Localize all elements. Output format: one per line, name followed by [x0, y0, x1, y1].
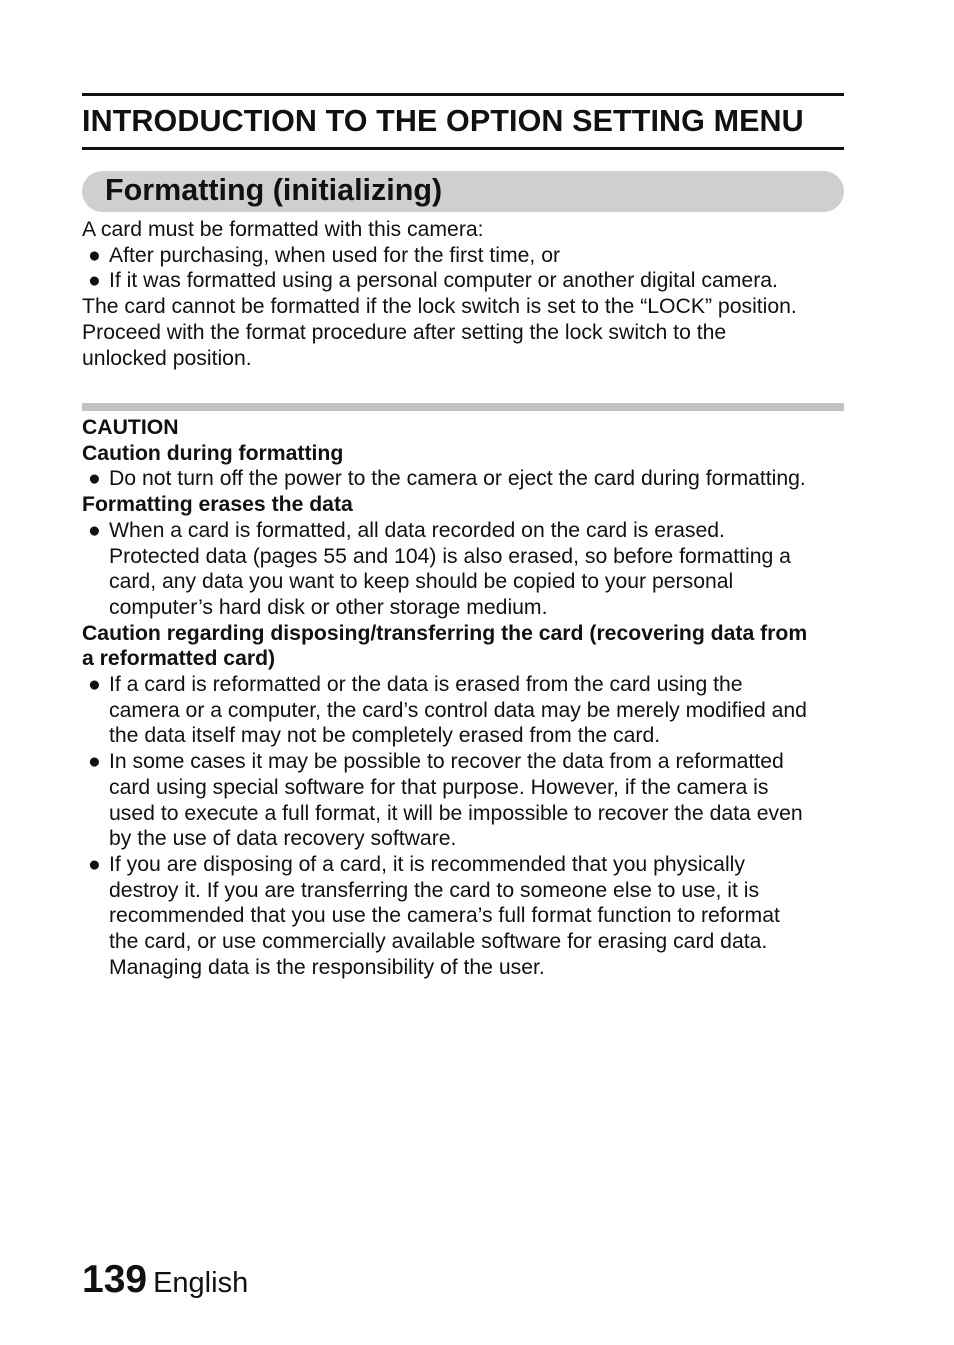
- caution-bullet: [82, 749, 852, 852]
- bullet-text: If you are disposing of a card, it is recommended that you physically destroy it. If you are transferring the card to someone else to use, it is recommended that you use the camera’s full format function to reformat the card, or use commercially available software for erasing card data. Managing data is the responsibility of the user.: [109, 852, 780, 979]
- caution-section: [82, 415, 852, 980]
- caution-subheading: Formatting erases the data: [82, 493, 353, 517]
- bullet-icon: ●: [88, 269, 101, 293]
- intro-line: A card must be formatted with this camera:: [82, 218, 484, 241]
- bullet-icon: ●: [88, 852, 101, 876]
- intro-paragraph-line: unlocked position.: [82, 346, 252, 370]
- caution-bullet: [82, 852, 852, 981]
- page-footer: [82, 1258, 248, 1302]
- caution-subheading: Caution regarding disposing/transferring the card (recovering data from: [82, 621, 808, 645]
- chapter-header: [82, 93, 844, 150]
- page-number: 139: [82, 1258, 148, 1301]
- chapter-title: INTRODUCTION TO THE OPTION SETTING MENU: [82, 104, 804, 138]
- bullet-icon: ●: [88, 673, 101, 697]
- bullet-text: If it was formatted using a personal computer or another digital camera.: [109, 269, 778, 293]
- caution-bullet: [82, 518, 852, 621]
- caution-subheading: a reformatted card): [82, 647, 276, 671]
- caution-heading: CAUTION: [82, 416, 179, 439]
- caution-subheading: Caution during formatting: [82, 441, 344, 465]
- bullet-icon: ●: [88, 750, 101, 774]
- bullet-text: In some cases it may be possible to recover the data from a reformatted card using special software for that purpose. However, if the camera is used to execute a full format, it will be impossible to recover the data even by the use of data recovery software.: [109, 750, 803, 851]
- intro-bullet: [82, 268, 852, 294]
- section-title: Formatting (initializing): [105, 173, 443, 207]
- bullet-icon: ●: [88, 243, 101, 267]
- bullet-icon: ●: [88, 518, 101, 542]
- bullet-text: After purchasing, when used for the first time, or: [109, 243, 561, 267]
- caution-divider: [82, 403, 844, 411]
- page-language: English: [153, 1267, 249, 1299]
- caution-bullet: [82, 672, 852, 749]
- section-heading-bar: [82, 171, 844, 212]
- bullet-text: Do not turn off the power to the camera or eject the card during formatting.: [109, 467, 806, 491]
- intro-bullet: [82, 243, 852, 269]
- caution-bullet: [82, 466, 852, 492]
- bullet-text: If a card is reformatted or the data is erased from the card using the camera or a computer, the card’s control data may be merely modified and the data itself may not be completely erased from the card.: [109, 673, 807, 748]
- intro-paragraph-line: The card cannot be formatted if the lock switch is set to the “LOCK” position.: [82, 295, 797, 319]
- intro-text: [82, 217, 852, 371]
- bullet-icon: ●: [88, 467, 101, 491]
- intro-paragraph-line: Proceed with the format procedure after setting the lock switch to the: [82, 320, 727, 344]
- bullet-text: When a card is formatted, all data recorded on the card is erased. Protected data (pages 55 and 104) is also erased, so before formatting a card, any data you want to keep should be copied to your personal computer’s hard disk or other storage medium.: [109, 518, 791, 619]
